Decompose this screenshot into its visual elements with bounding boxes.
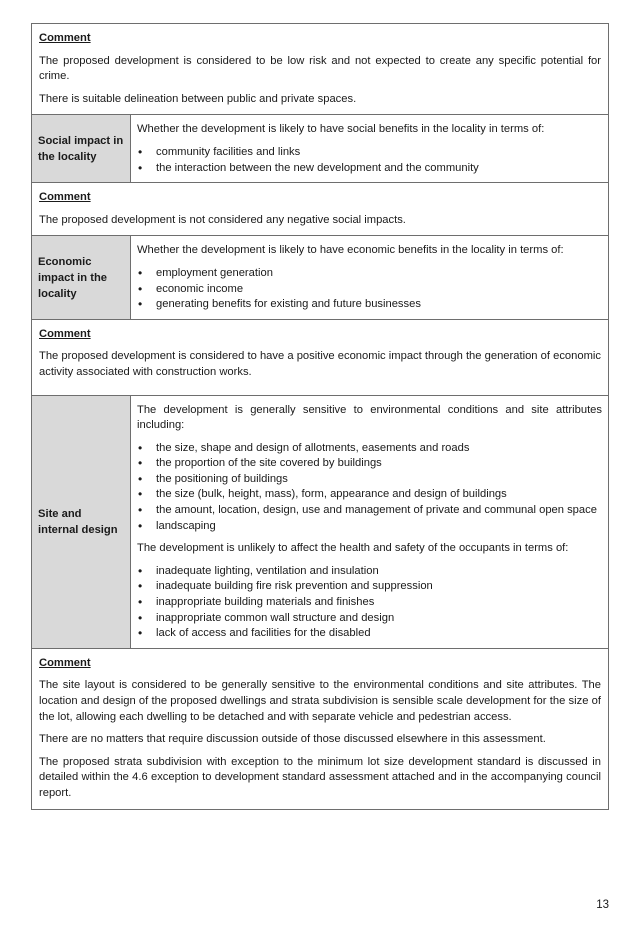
list-item: • lack of access and facilities for the disabled xyxy=(137,626,602,642)
comment-row-site xyxy=(32,648,608,809)
list-item: • the proportion of the site covered by buildings xyxy=(137,456,602,472)
criteria-intro: The development is generally sensitive to environmental conditions and site attributes including: xyxy=(137,403,602,432)
comment-paragraph: The site layout is considered to be generally sensitive to the environmental conditions and site attributes. The location and design of the proposed dwellings and strata subdivision is sensible scale development for the size of the lot, allowing each dwelling to be detached and with separate vehicle and pedestrian access. xyxy=(39,679,601,723)
comment-paragraph: There are no matters that require discussion outside of those discussed elsewhere in this assessment. xyxy=(39,733,546,746)
list-item: • employment generation xyxy=(137,266,602,282)
criteria-content xyxy=(131,115,608,182)
list-item: • the positioning of buildings xyxy=(137,472,602,488)
assessment-table xyxy=(31,23,609,810)
comment-paragraph: There is suitable delineation between public and private spaces. xyxy=(39,92,357,105)
list-item: • inadequate lighting, ventilation and insulation xyxy=(137,564,602,580)
comment-paragraph: The proposed strata subdivision with exception to the minimum lot size development standard is discussed in detailed within the 4.6 exception to development standard assessment attached and in the accompanying council report. xyxy=(39,755,601,799)
criteria-intro: The development is unlikely to affect the health and safety of the occupants in terms of: xyxy=(137,542,569,555)
comment-heading: Comment xyxy=(39,191,91,204)
criteria-intro: Whether the development is likely to have social benefits in the locality in terms of: xyxy=(137,123,545,136)
criteria-row-social xyxy=(32,114,608,182)
list-item: • the size, shape and design of allotments, easements and roads xyxy=(137,441,602,457)
list-item: • community facilities and links xyxy=(137,145,602,161)
criteria-row-economic xyxy=(32,235,608,318)
list-item: • the size (bulk, height, mass), form, appearance and design of buildings xyxy=(137,487,602,503)
comment-row-crime xyxy=(32,24,608,114)
criteria-content xyxy=(131,236,608,318)
criteria-list xyxy=(137,145,602,176)
comment-paragraph: The proposed development is not considered any negative social impacts. xyxy=(39,213,406,226)
list-item: • landscaping xyxy=(137,519,602,535)
criteria-label: Site and internal design xyxy=(32,396,131,648)
criteria-row-site xyxy=(32,395,608,648)
criteria-label: Social impact in the locality xyxy=(32,115,131,182)
list-item: • inadequate building fire risk prevention and suppression xyxy=(137,579,602,595)
list-item: • generating benefits for existing and future businesses xyxy=(137,297,602,313)
list-item: • inappropriate building materials and finishes xyxy=(137,595,602,611)
comment-row-economic xyxy=(32,319,608,395)
list-item: • inappropriate common wall structure and design xyxy=(137,611,602,627)
list-item: • the interaction between the new development and the community xyxy=(137,161,602,177)
criteria-label: Economic impact in the locality xyxy=(32,236,131,318)
comment-heading: Comment xyxy=(39,656,91,669)
list-item: • economic income xyxy=(137,282,602,298)
comment-paragraph: The proposed development is considered to have a positive economic impact through the generation of economic activity associated with construction works. xyxy=(39,350,601,378)
criteria-list xyxy=(137,564,602,642)
criteria-list xyxy=(137,441,602,535)
list-item: • the amount, location, design, use and management of private and communal open space xyxy=(137,503,602,519)
comment-paragraph: The proposed development is considered to be low risk and not expected to create any specific potential for crime. xyxy=(39,54,601,83)
criteria-content xyxy=(131,396,608,648)
comment-heading: Comment xyxy=(39,32,91,44)
comment-heading: Comment xyxy=(39,327,91,340)
page-number: 13 xyxy=(596,899,609,911)
comment-row-social xyxy=(32,182,608,235)
criteria-list xyxy=(137,266,602,313)
criteria-intro: Whether the development is likely to have economic benefits in the locality in terms of: xyxy=(137,244,564,257)
